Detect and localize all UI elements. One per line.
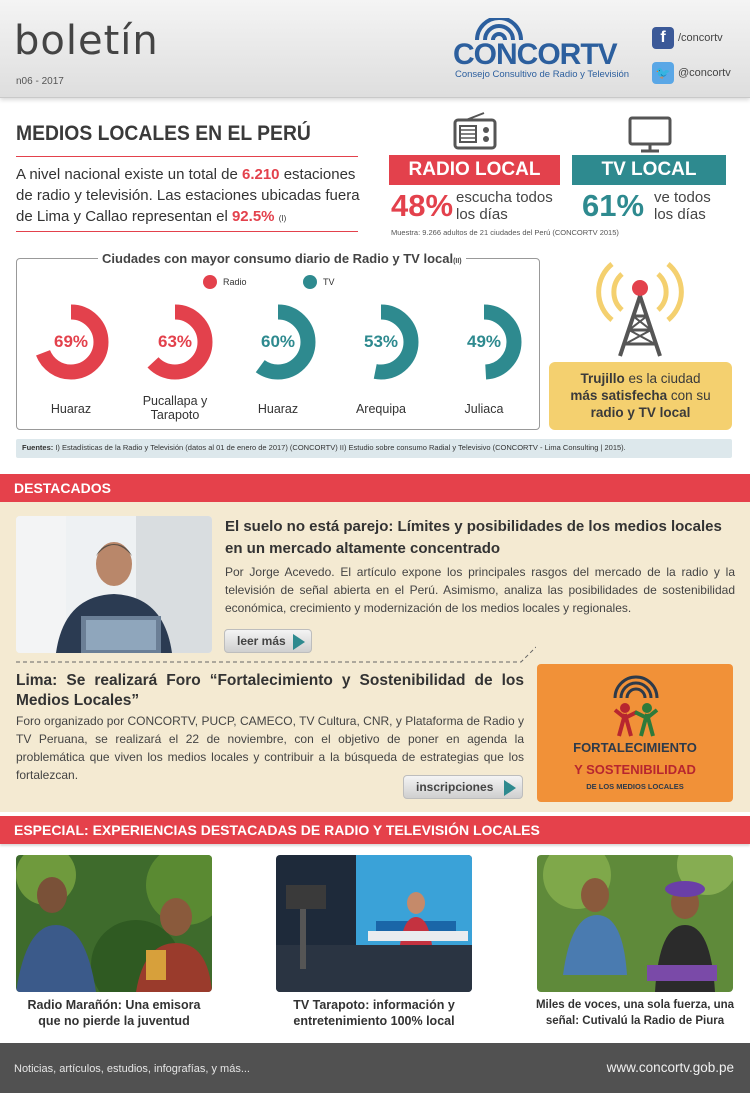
especial-heading: ESPECIAL: EXPERIENCIAS DESTACADAS DE RADIO Y TELEVISIÓN LOCALES — [0, 816, 750, 844]
donut-percent: 53% — [363, 332, 399, 351]
destacados-heading: DESTACADOS — [0, 474, 750, 502]
city-name: Juliaca — [464, 402, 504, 416]
sample-note: Muestra: 9.266 adultos de 21 ciudades del Perú (CONCORTV 2015) — [391, 228, 619, 237]
facebook-link[interactable] — [652, 26, 748, 50]
article1-text: Por Jorge Acevedo. El artículo expone los principales rasgos del mercado de la radio y la televisión de señal abierta en el Perú. Asimismo, analiza las posibilidades de sostenibilidad económica, crecimiento y modernización de los medios locales y regionales. — [225, 565, 735, 615]
facebook-icon: f — [652, 27, 674, 49]
trujillo-city: Trujillo — [580, 371, 625, 386]
intro-text-1: A nivel nacional existe un total de — [16, 166, 242, 183]
forum-line1: FORTALECIMIENTO — [573, 740, 697, 755]
note-ref: (I) — [278, 214, 287, 223]
city-name: Pucallapa y Tarapoto — [142, 394, 208, 422]
radio-local-banner: RADIO LOCAL — [389, 155, 560, 185]
radio-tower-icon — [588, 250, 692, 360]
legend-tv-dot — [303, 275, 317, 289]
footer-website-link[interactable]: www.concortv.gob.pe — [606, 1060, 734, 1075]
city-name: Huaraz — [50, 402, 92, 416]
caption-tv-tarapoto[interactable] — [271, 997, 477, 1029]
section-title: MEDIOS LOCALES EN EL PERÚ — [16, 122, 311, 145]
caption-line2: entretenimiento 100% local — [293, 1014, 455, 1028]
city-name: Arequipa — [355, 402, 407, 416]
caption-line2: que no pierde la juventud — [38, 1014, 190, 1028]
donut-percent: 63% — [157, 332, 193, 351]
radio-stat-line2: los días — [456, 206, 508, 223]
trujillo-text2: con su — [667, 388, 711, 403]
tv-tarapoto-photo[interactable] — [276, 855, 472, 992]
concortv-logo[interactable] — [453, 18, 633, 82]
facebook-handle: /concortv — [678, 32, 723, 44]
cities-title-text: Ciudades con mayor consumo diario de Radio y TV local — [102, 251, 454, 266]
divider — [16, 231, 358, 232]
sources-label: Fuentes: — [22, 443, 54, 452]
trujillo-line3: radio y TV local — [590, 405, 691, 420]
radio-stat-percent: 48% — [391, 188, 454, 223]
forum-logo-icon — [609, 670, 663, 738]
legend-radio-dot — [203, 275, 217, 289]
total-stations: 6.210 — [241, 166, 280, 183]
twitter-link[interactable] — [652, 61, 748, 85]
radio-maranon-photo[interactable] — [16, 855, 212, 992]
donut-percent: 69% — [53, 332, 89, 351]
tv-stat-percent: 61% — [582, 188, 645, 223]
cutivalu-photo[interactable] — [537, 855, 733, 992]
caption-cutivalu[interactable] — [532, 997, 738, 1029]
caption-radio-maranon[interactable] — [11, 997, 217, 1029]
author-image — [16, 516, 212, 653]
register-label: inscripciones — [416, 780, 494, 794]
footer-tagline: Noticias, artículos, estudios, infografías, y más... — [14, 1063, 250, 1075]
legend-tv-label: TV — [323, 277, 335, 287]
radio-icon — [452, 112, 498, 150]
tv-stat-text — [654, 189, 711, 223]
sources-note — [16, 439, 732, 458]
forum-line3: DE LOS MEDIOS LOCALES — [586, 782, 684, 791]
sources-text: I) Estadísticas de la Radio y Televisión (datos al 01 de enero de 2017) (CONCORTV) II) Estudio sobre consumo Radial y Televisivo (CONCORTV - Lima Consulting | 2015). — [53, 443, 626, 452]
cutivalu-image — [537, 855, 733, 992]
twitter-handle: @concortv — [678, 67, 731, 79]
article2-text: Foro organizado por CONCORTV, PUCP, CAMECO, TV Cultura, CNR, y Plataforma de Radio y TV Peruana, se realizará el 22 de noviembre, con el objetivo de poner en agenda la problemática que viven los medios locales y contribuir a la búsqueda de estrategias que los fortalezcan. — [16, 714, 524, 782]
article2-title[interactable]: Lima: Se realizará Foro “Fortalecimiento y Sostenibilidad de los Medios Locales” — [16, 672, 524, 709]
bulletin-title: boletín — [14, 18, 159, 64]
percent-outside: 92.5% — [231, 208, 275, 225]
donut-percent: 49% — [466, 332, 502, 351]
forum-poster[interactable] — [537, 664, 733, 802]
dashed-divider — [16, 643, 536, 663]
trujillo-callout — [549, 362, 732, 430]
header — [0, 0, 750, 98]
edition-number: n06 - 2017 — [16, 76, 64, 87]
radio-maranon-image — [16, 855, 212, 992]
tv-stat-line2: los días — [654, 206, 706, 223]
intro-paragraph — [16, 164, 366, 229]
register-button[interactable] — [403, 775, 523, 799]
cities-note-ref: (II) — [453, 258, 462, 265]
caption-line1: Miles de voces, una sola fuerza, una — [535, 999, 735, 1011]
play-arrow-icon — [504, 780, 516, 796]
trujillo-text1: es la ciudad — [624, 371, 701, 386]
logo-wordmark: CONCORTV — [453, 38, 617, 71]
city-name: Huaraz — [257, 402, 299, 416]
forum-line2: Y SOSTENIBILIDAD — [574, 762, 696, 777]
article1-title[interactable]: El suelo no está parejo: Límites y posibilidades de los medios locales en un mercado altamente concentrado — [225, 518, 722, 557]
author-photo[interactable] — [16, 516, 212, 653]
tv-tarapoto-image — [276, 855, 472, 992]
caption-line1: Radio Marañón: Una emisora — [27, 998, 201, 1012]
cities-title — [98, 251, 466, 266]
tv-stat-line1: ve todos — [654, 189, 711, 206]
twitter-icon: 🐦 — [652, 62, 674, 84]
donut-percent: 60% — [260, 332, 296, 351]
trujillo-strong: más satisfecha — [570, 388, 668, 403]
radio-stat-line1: escucha todos — [456, 189, 553, 206]
tv-icon — [627, 115, 673, 153]
legend-radio-label: Radio — [223, 277, 247, 287]
read-more-label: leer más — [237, 634, 286, 648]
caption-line2: señal: Cutivalú la Radio de Piura — [545, 1015, 725, 1027]
tv-local-banner: TV LOCAL — [572, 155, 726, 185]
divider — [16, 156, 358, 157]
logo-subtitle: Consejo Consultivo de Radio y Televisión — [455, 69, 630, 80]
caption-line1: TV Tarapoto: información y — [293, 998, 455, 1012]
intro-text-2: estaciones de radio y televisión. Las estaciones ubicadas fuera de Lima y Callao representan el — [16, 166, 360, 225]
radio-stat-text — [456, 189, 553, 223]
